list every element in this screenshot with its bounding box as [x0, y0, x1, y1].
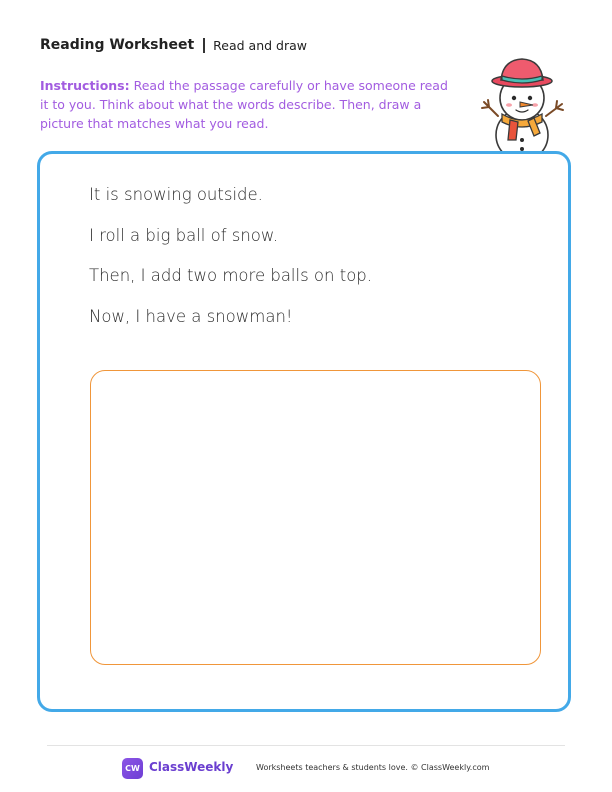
drawing-area[interactable] [90, 370, 541, 665]
passage-line: Then, I add two more balls on top. [89, 266, 373, 285]
snowman-icon [470, 50, 574, 160]
footer-divider [47, 745, 565, 746]
brand-name: ClassWeekly [149, 760, 234, 774]
worksheet-subtitle: Read and draw [213, 37, 308, 53]
worksheet-header [40, 37, 307, 53]
footer-tagline: Worksheets teachers & students love. © ClassWeekly.com [256, 763, 490, 772]
instructions [40, 76, 450, 133]
worksheet-title: Reading Worksheet [40, 37, 195, 53]
passage-line: I roll a big ball of snow. [89, 225, 279, 245]
reading-passage [89, 182, 372, 344]
instructions-label: Instructions: [40, 78, 130, 93]
classweekly-logo-icon: CW [122, 758, 143, 779]
passage-line: Now, I have a snowman! [89, 306, 293, 326]
instructions-text: Read the passage carefully or have someone read it to you. Think about what the words describe. Then, draw a picture that matches what you read. [40, 78, 448, 131]
footer [0, 757, 612, 781]
passage-line: It is snowing outside. [89, 185, 263, 204]
title-divider [203, 38, 205, 53]
